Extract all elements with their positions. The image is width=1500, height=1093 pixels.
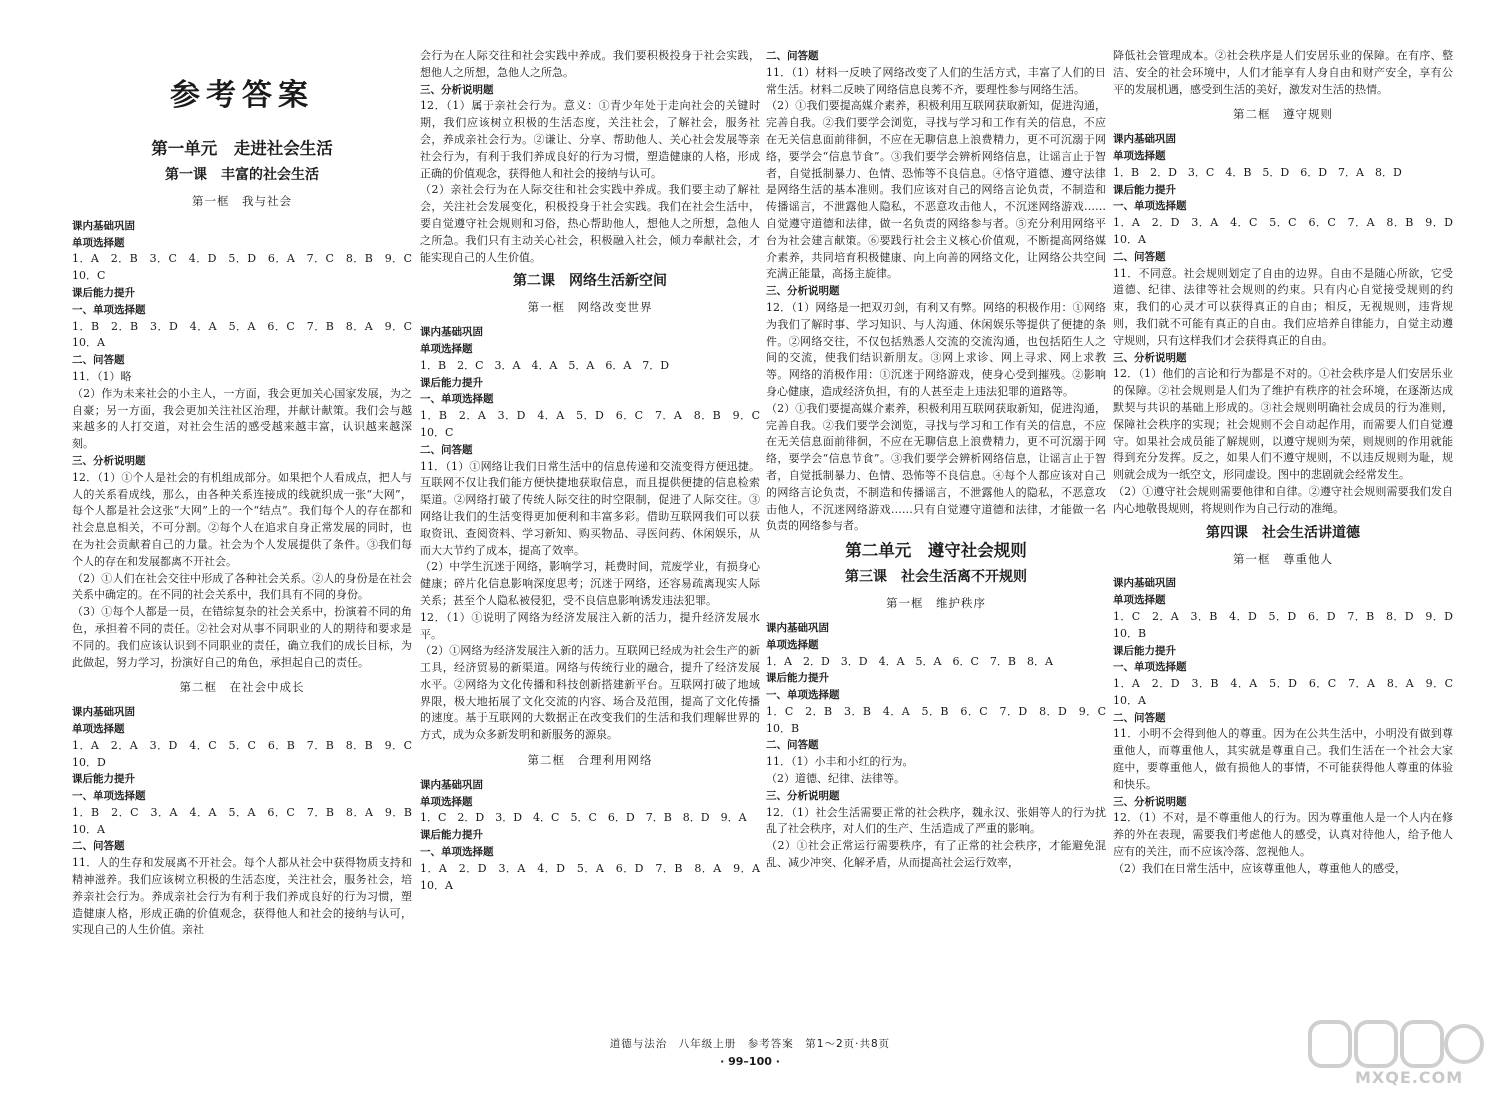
answer-text: （2）中学生沉迷于网络，影响学习，耗费时间，荒废学业，有损身心健康；碎片化信息影响深度思考；沉迷于网络，还容易疏离现实人际关系；甚至个人隐私被侵犯，受不良信息影响诱发违法犯罪。 [420, 560, 760, 607]
section-label: 课后能力提升 [1113, 644, 1176, 657]
frame-heading: 第一框 网络改变世界 [527, 300, 653, 315]
answer-text: 会行为在人际交往和社会实践中养成。我们要积极投身于社会实践，想他人之所想，急他人之所急。 [420, 49, 760, 79]
answer-text: （2）①我们要提高媒介素养，积极利用互联网获取新知，促进沟通，完善自我。②我们要学会浏览，寻找与学习和工作有关的信息，不应在无关信息面前徘徊，不应在无聊信息上浪费精力，更不可沉溺于网络，要学会“信息节食”。③我们要学会辨析网络信息，让谣言止于智者，自觉抵制暴力、色情、恐怖等不良信息。④恪守道德、遵守法律是网络生活的基本准则。我们应该对自己的网络言论负责，不制造和传播谣言，不泄露他人隐私，不恶意攻击他人，不沉迷网络游戏……自觉遵守道德和法律，做一名负责的网络参与者。⑤充分利用网络平台为社会建言献策。⑥要践行社会主义核心价值观，不断提高网络媒介素养，共同培育积极健康、向上向善的网络文化，让网络公共空间充满正能量，高扬主旋律。 [766, 99, 1106, 281]
answer-text: （2）亲社会行为在人际交往和社会实践中养成。我们要主动了解社会，关注社会发展变化，积极投身于社会实践。我们在社会生活中，要自觉遵守社会规则和习俗，热心帮助他人，想他人之所想，急他人之所急。我们只有主动关心社会，积极融入社会，倾力奉献社会，才能实现自己的人生价值。 [420, 183, 760, 264]
section-label: 单项选择题 [1113, 594, 1166, 607]
section-label: 三、分析说明题 [766, 285, 840, 298]
section-label: 单项选择题 [72, 722, 125, 735]
section-label: 课内基础巩固 [1113, 133, 1176, 146]
unit-heading: 第二单元 遵守社会规则 [845, 541, 1027, 561]
section-label: 一、单项选择题 [72, 790, 146, 803]
answer-text: （2）作为未来社会的小主人，一方面，我会更加关心国家发展，为之自豪；另一方面，我会更加关注社区治理，并献计献策。我们会与越来越多的人打交道，对社会生活的感受越来越丰富，认识越来越深刻。 [72, 386, 412, 451]
section-label: 一、单项选择题 [1113, 661, 1187, 674]
page-number: · 99–100 · [720, 1055, 780, 1068]
answer-text: 1．A 2．D 3．B 4．A 5．D 6．C 7．A 8．A 9．C 10．A [1113, 677, 1464, 707]
section-label: 二、问答题 [1113, 250, 1166, 263]
answer-text: （2）①遵守社会规则需要他律和自律。②遵守社会规则需要我们发自内心地敬畏规则，将规则作为自己行动的准绳。 [1113, 484, 1453, 515]
section-label: 单项选择题 [1113, 149, 1166, 162]
answer-text: 1．A 2．D 3．A 4．D 5．A 6．D 7．B 8．A 9．A 10．A [420, 861, 771, 892]
answer-text: 12．（1）①说明了网络为经济发展注入新的活力，提升经济发展水平。 [420, 610, 760, 641]
answer-text: （2）①人们在社会交往中形成了各种社会关系。②人的身份是在社会关系中确定的。在不同的社会关系中，我们具有不同的身份。 [72, 571, 412, 602]
section-label: 三、分析说明题 [420, 83, 494, 96]
unit-heading: 第一单元 走进社会生活 [151, 139, 333, 158]
section-label: 课后能力提升 [420, 829, 483, 842]
section-label: 课内基础巩固 [766, 621, 829, 634]
answer-text: 11．小明不会得到他人的尊重。因为在公共生活中，小明没有做到尊重他人，而尊重他人，其实就是尊重自己。我们生活在一个社会大家庭中，要尊重他人，做有损他人的事情，不可能获得他人尊重的体验和快乐。 [1113, 727, 1453, 791]
watermark-text: MXQE.COM [1355, 1068, 1464, 1087]
section-label: 二、问答题 [1113, 711, 1166, 724]
answer-text: （2）①社会正常运行需要秩序，有了正常的社会秩序，才能避免混乱、减少冲突、化解矛盾，从而提高社会运行效率， [766, 839, 1106, 870]
answer-column-2 [420, 48, 771, 894]
section-label: 课内基础巩固 [72, 219, 135, 232]
frame-heading: 第一框 维护秩序 [886, 596, 986, 611]
answer-text: 1．A 2．D 3．A 4．C 5．C 6．C 7．A 8．B 9．D 10．A [1113, 216, 1464, 246]
answer-text: 1．C 2．D 3．D 4．C 5．C 6．D 7．B 8．D 9．A [420, 811, 747, 825]
section-label: 课内基础巩固 [420, 778, 483, 791]
answer-text: 1．A 2．D 3．D 4．A 5．A 6．C 7．B 8．A [766, 654, 1053, 668]
answer-text: 1．B 2．D 3．C 4．B 5．D 6．D 7．A 8．D [1113, 165, 1402, 179]
section-label: 课内基础巩固 [420, 326, 483, 339]
answer-text: （2）道德、纪律、法律等。 [766, 772, 905, 786]
answer-text: （2）①我们要提高媒介素养，积极利用互联网获取新知，促进沟通，完善自我。②我们要学会浏览，寻找与学习和工作有关的信息，不应在无关信息面前徘徊，不应在无聊信息上浪费精力，更不可沉溺于网络，要学会“信息节食”。③我们要学会辨析网络信息，让谣言止于智者，自觉抵制暴力、色情、恐怖等不良信息。④每个人都应该对自己的网络言论负责，不制造和传播谣言，不泄露他人的隐私，不恶意攻击他人，不沉迷网络游戏……只有自觉遵守道德和法律，才能做一名负责的网络参与者。 [766, 401, 1106, 533]
section-label: 一、单项选择题 [420, 393, 494, 406]
section-label: 一、单项选择题 [1113, 200, 1187, 213]
answer-text: （2）①网络为经济发展注入新的活力。互联网已经成为社会生产的新工具，经济贸易的新渠道。网络与传统行业的融合，提升了经济发展水平。②网络为文化传播和科技创新搭建新平台。互联网打破了地域界限，极大地拓展了文化交流的内容、场合及范围，提高了文化传播的速度。基于互联网的大数据正在改变我们的生活和我们理解世界的方式，成为众多新发明和新服务的源泉。 [420, 644, 760, 742]
answer-text: 1．C 2．A 3．B 4．D 5．D 6．D 7．B 8．D 9．D 10．B [1113, 609, 1464, 640]
section-label: 三、分析说明题 [766, 789, 840, 802]
section-label: 单项选择题 [420, 342, 473, 355]
section-label: 二、问答题 [72, 840, 125, 853]
lesson-heading: 第四课 社会生活讲道德 [1206, 524, 1360, 541]
answer-text: 11．（1）材料一反映了网络改变了人们的生活方式，丰富了人们的日常生活。材料二反映了网络信息良莠不齐，要理性参与网络生活。 [766, 65, 1106, 96]
answer-text: 1．B 2．B 3．D 4．A 5．A 6．C 7．B 8．A 9．C 10．A [72, 319, 423, 350]
answer-text: 12．（1）属于亲社会行为。意义：①青少年处于走向社会的关键时期，我们应该树立积极的生活态度，关注社会，了解社会，服务社会，养成亲社会行为。②谦让、分享、帮助他人、关心社会发展等亲社会行为，有利于我们养成良好的行为习惯，塑造健康的人格，形成正确的价值观念，获得他人和社会的接纳与认可。 [420, 99, 760, 180]
frame-heading: 第二框 遵守规则 [1233, 107, 1333, 122]
answer-text: 1．B 2．A 3．D 4．A 5．D 6．C 7．A 8．B 9．C 10．C [420, 409, 771, 439]
section-label: 课后能力提升 [72, 773, 135, 786]
answer-text: 1．B 2．C 3．A 4．A 5．A 6．C 7．B 8．A 9．B 10．A [72, 805, 423, 836]
section-label: 课后能力提升 [420, 376, 483, 389]
section-label: 单项选择题 [420, 795, 473, 808]
answer-text: 1．C 2．B 3．B 4．A 5．B 6．C 7．D 8．D 9．C 10．B [766, 704, 1117, 735]
section-label: 三、分析说明题 [1113, 795, 1187, 808]
frame-heading: 第二框 合理利用网络 [527, 753, 653, 768]
section-label: 课内基础巩固 [1113, 577, 1176, 590]
section-label: 课后能力提升 [766, 672, 829, 685]
answer-text: 11．（1）①网络让我们日常生活中的信息传递和交流变得方便迅捷。互联网不仅让我们能方便快捷地获取信息，而且提供便捷的信息检索渠道。②网络打破了传统人际交往的时空限制，促进了人际交往。③网络让我们的生活变得更加便利和丰富多彩。借助互联网我们可以获取资讯、查阅资料、学习新知、购买物品、寻医问药、休闲娱乐，从而大大节约了成本，提高了效率。 [420, 459, 760, 557]
section-label: 课内基础巩固 [72, 706, 135, 719]
answer-text: （2）我们在日常生活中，应该尊重他人，尊重他人的感受， [1113, 861, 1406, 875]
lesson-heading: 第三课 社会生活离不开规则 [845, 569, 1027, 586]
answer-column-3 [766, 48, 1117, 872]
answer-text: （3）①每个人都是一员，在错综复杂的社会关系中，扮演着不同的角色，承担着不同的责任。②社会对从事不同职业的人的期待和要求是不同的。我们应该认识到不同职业的责任，确立我们的成长目标，为此做起，努力学习，扮演好自己的角色，承担起自己的责任。 [72, 605, 412, 669]
section-label: 二、问答题 [766, 50, 819, 62]
answer-text: 1．A 2．A 3．D 4．C 5．C 6．B 7．B 8．B 9．C 10．D [72, 738, 423, 769]
answer-text: 11．不同意。社会规则划定了自由的边界。自由不是随心所欲，它受道德、纪律、法律等社会规则的约束。只有内心自觉接受规则的约束，我们的心灵才可以获得真正的自由；相反，无视规则，违背规则，我们就不可能有真正的自由。我们应培养自律能力，自觉主动遵守规则，只有这样我们才会获得真正的自由。 [1113, 266, 1453, 347]
frame-heading: 第二框 在社会中成长 [179, 680, 305, 695]
answer-text: 12．（1）①个人是社会的有机组成部分。如果把个人看成点，把人与人的关系看成线，那么，由各种关系连接成的线就织成一张“大网”，每个人都是社会这张“大网”上的一个“结点”。我们每个人的存在都和社会息息相关，不可分割。②每个人在追求自身正常发展的同时，也在为社会贡献着自己的力量。社会为个人发展提供了条件。③我们每个人的存在和发展都离不开社会。 [72, 470, 412, 568]
answer-text: 12．（1）不对，是不尊重他人的行为。因为尊重他人是一个人内在修养的外在表现，需要我们考虑他人的感受，认真对待他人，给予他人应有的关注，而不应该冷落、忽视他人。 [1113, 811, 1453, 859]
lesson-heading: 第一课 丰富的社会生活 [165, 167, 319, 183]
answer-text: 11．人的生存和发展离不开社会。每个人都从社会中获得物质支持和精神滋养。我们应该树立积极的生活态度，关注社会，服务社会，培养亲社会行为。养成亲社会行为有利于我们养成良好的行为习惯，塑造健康人格，形成正确的价值观念，获得他人和社会的接纳与认可，实现自己的人生价值。亲社 [72, 856, 412, 937]
section-label: 一、单项选择题 [72, 303, 146, 316]
section-label: 二、问答题 [420, 443, 473, 456]
section-label: 课后能力提升 [1113, 183, 1176, 196]
section-label: 二、问答题 [766, 739, 819, 752]
section-label: 二、问答题 [72, 354, 125, 367]
answer-text: 11．（1）小丰和小红的行为。 [766, 755, 914, 769]
answer-column-1 [72, 48, 423, 939]
section-label: 单项选择题 [766, 638, 819, 651]
section-label: 三、分析说明题 [1113, 351, 1187, 364]
main-title: 参考答案 [170, 78, 314, 113]
section-label: 一、单项选择题 [766, 689, 840, 702]
answer-text: 降低社会管理成本。②社会秩序是人们安居乐业的保障。在有序、整洁、安全的社会环境中，人们才能享有人身自由和财产安全，享有公平的发展机遇，感受到生活的美好，激发对生活的热情。 [1113, 49, 1453, 96]
section-label: 单项选择题 [72, 236, 125, 249]
frame-heading: 第一框 尊重他人 [1233, 551, 1333, 566]
answer-column-4 [1113, 48, 1464, 878]
answer-text: 12．（1）社会生活需要正常的社会秩序，魏永汉、张娟等人的行为扰乱了社会秩序，对人们的生产、生活造成了严重的影响。 [766, 805, 1106, 836]
answer-text: 11．（1）略 [72, 369, 132, 383]
frame-heading: 第一框 我与社会 [192, 194, 292, 208]
section-label: 课后能力提升 [72, 286, 135, 299]
answer-text: 12．（1）他们的言论和行为都是不对的。①社会秩序是人们安居乐业的保障。②社会规则是人们为了维护有秩序的社会环境，在逐渐达成默契与共识的基础上形成的。③社会规则明确社会成员的行为准则，保障社会秩序的实现；社会规则不会自动起作用，而需要人们自觉遵守。如果社会成员能了解规则，以遵守规则为荣，则规则的作用就能得到充分发挥。反之，如果人们不遵守规则，不以违反规则为耻，规则就会成为一纸空文，形同虚设。图中的悲剧就会经常发生。 [1113, 367, 1453, 482]
page-footer-caption: 道德与法治 八年级上册 参考答案 第1～2页·共8页 [609, 1038, 891, 1050]
answer-text: 12．（1）网络是一把双刃剑，有利又有弊。网络的积极作用：①网络为我们了解时事、学习知识、与人沟通、休闲娱乐等提供了便捷的条件。②网络交往，不仅包括熟悉人交流的交流沟通，也包括陌生人之间的交流，使我们结识新朋友。③网上求诊、网上寻求、网上求教等。网络的消极作用：①沉迷于网络游戏，使身心受到摧残。②影响身心健康，造成经济负担，有的人甚至走上违法犯罪的道路等。 [766, 300, 1106, 398]
answer-text: 1．B 2．C 3．A 4．A 5．A 6．A 7．D [420, 358, 670, 372]
answer-text: 1．A 2．B 3．C 4．D 5．D 6．A 7．C 8．B 9．C 10．C [72, 252, 423, 283]
section-label: 三、分析说明题 [72, 454, 146, 467]
section-label: 一、单项选择题 [420, 846, 494, 859]
lesson-heading: 第二课 网络生活新空间 [513, 273, 667, 290]
